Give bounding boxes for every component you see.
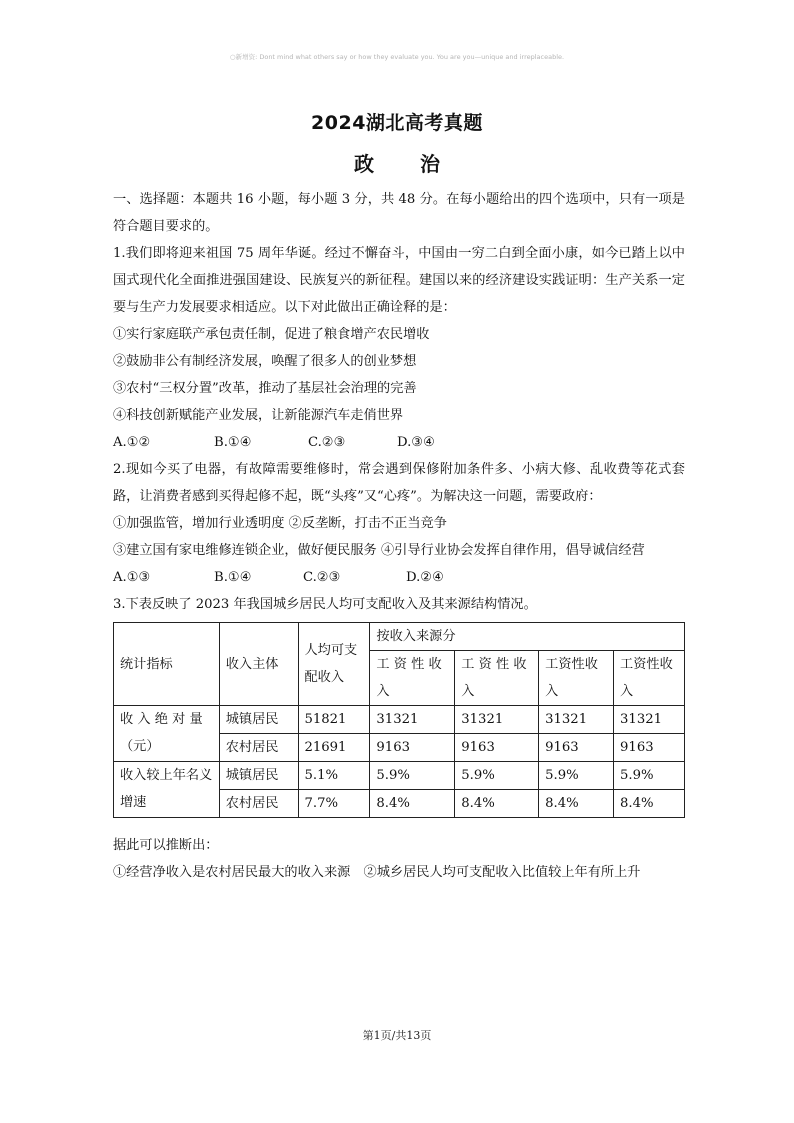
q1-option-c: C.②③ bbox=[308, 435, 346, 450]
q1-stem: 1.我们即将迎来祖国 75 周年华诞。经过不懈奋斗，中国由一穷二白到全面小康，如今已踏上以中国式现代化全面推进强国建设、民族复兴的新征程。建国以来的经济建设实践证明：生产关系一定要与生产力发展要求相适应。以下对此做出正确诠释的是： bbox=[113, 246, 685, 315]
table-cell: 8.4% bbox=[370, 790, 455, 818]
q3-item-line: ①经营净收入是农村居民最大的收入来源 ②城乡居民人均可支配收入比值较上年有所上升 bbox=[113, 865, 641, 880]
header-source: 工 资 性 收入 bbox=[370, 651, 455, 706]
table-cell: 9163 bbox=[614, 734, 685, 762]
table-row bbox=[114, 706, 685, 734]
table-cell: 21691 bbox=[298, 734, 370, 762]
q1-option-b: B.①④ bbox=[214, 435, 252, 450]
table-cell: 31321 bbox=[614, 706, 685, 734]
q1-item: ③农村“三权分置”改革，推动了基层社会治理的完善 bbox=[113, 381, 417, 396]
exam-title: 2024湖北高考真题 bbox=[311, 112, 483, 134]
table-cell: 31321 bbox=[455, 706, 539, 734]
header-source: 工 资 性 收入 bbox=[455, 651, 539, 706]
table-cell: 5.1% bbox=[298, 762, 370, 790]
table-cell: 8.4% bbox=[539, 790, 614, 818]
table-cell: 8.4% bbox=[614, 790, 685, 818]
q2-stem: 2.现如今买了电器，有故障需要维修时，常会遇到保修附加条件多、小病大修、乱收费等花式套路，让消费者感到买得起修不起，既“头疼”又“心疼”。为解决这一问题，需要政府： bbox=[113, 462, 685, 504]
q2-option-c: C.②③ bbox=[303, 570, 341, 585]
income-table bbox=[113, 622, 685, 818]
group-label: 收入较上年名义增速 bbox=[114, 762, 220, 818]
table-cell: 31321 bbox=[370, 706, 455, 734]
table-cell: 9163 bbox=[370, 734, 455, 762]
page-number: 第1页/共13页 bbox=[362, 1029, 432, 1042]
table-cell: 8.4% bbox=[455, 790, 539, 818]
q2-option-a: A.①③ bbox=[113, 570, 151, 585]
header-source: 工资性收入 bbox=[614, 651, 685, 706]
header-indicator: 统计指标 bbox=[114, 623, 220, 706]
q1-option-a: A.①② bbox=[113, 435, 151, 450]
table-row bbox=[114, 762, 685, 790]
table-cell: 5.9% bbox=[370, 762, 455, 790]
header-disposable-income: 人均可支配收入 bbox=[298, 623, 370, 706]
table-cell: 农村居民 bbox=[219, 734, 298, 762]
q2-item-line: ③建立国有家电维修连锁企业，做好便民服务 ④引导行业协会发挥自律作用，倡导诚信经营 bbox=[113, 543, 645, 558]
q2-options bbox=[113, 564, 685, 591]
table-cell: 城镇居民 bbox=[219, 762, 298, 790]
q1-option-d: D.③④ bbox=[397, 435, 435, 450]
q2-option-d: D.②④ bbox=[406, 570, 444, 585]
q3-inference-prompt: 据此可以推断出： bbox=[113, 838, 219, 853]
q2-item-line: ①加强监管，增加行业透明度 ②反垄断，打击不正当竞争 bbox=[113, 516, 447, 531]
subject-char-2: 治 bbox=[420, 152, 440, 176]
q1-item: ②鼓励非公有制经济发展，唤醒了很多人的创业梦想 bbox=[113, 354, 417, 369]
table-cell: 5.9% bbox=[455, 762, 539, 790]
table-cell: 城镇居民 bbox=[219, 706, 298, 734]
table-cell: 51821 bbox=[298, 706, 370, 734]
group-label: 收 入 绝 对 量（元） bbox=[114, 706, 220, 762]
table-cell: 9163 bbox=[539, 734, 614, 762]
header-source: 工资性收入 bbox=[539, 651, 614, 706]
watermark-text: ○新增资: Dont mind what others say or how they evaluate you. You are you—unique and irreplaceable. bbox=[229, 53, 565, 61]
q1-item: ①实行家庭联产承包责任制，促进了粮食增产农民增收 bbox=[113, 327, 430, 342]
header-by-source: 按收入来源分 bbox=[370, 623, 685, 651]
table-cell: 31321 bbox=[539, 706, 614, 734]
section-intro: 一、选择题：本题共 16 小题，每小题 3 分，共 48 分。在每小题给出的四个选项中，只有一项是符合题目要求的。 bbox=[113, 192, 685, 234]
table-cell: 农村居民 bbox=[219, 790, 298, 818]
subject-heading bbox=[0, 148, 794, 177]
table-cell: 9163 bbox=[455, 734, 539, 762]
table-cell: 7.7% bbox=[298, 790, 370, 818]
subject-char-1: 政 bbox=[354, 152, 374, 176]
question-body bbox=[113, 186, 685, 886]
table-cell: 5.9% bbox=[614, 762, 685, 790]
q1-item: ④科技创新赋能产业发展，让新能源汽车走俏世界 bbox=[113, 408, 404, 423]
q1-options bbox=[113, 429, 685, 456]
table-cell: 5.9% bbox=[539, 762, 614, 790]
q3-stem: 3.下表反映了 2023 年我国城乡居民人均可支配收入及其来源结构情况。 bbox=[113, 597, 537, 612]
q2-option-b: B.①④ bbox=[214, 570, 252, 585]
header-subject: 收入主体 bbox=[219, 623, 298, 706]
